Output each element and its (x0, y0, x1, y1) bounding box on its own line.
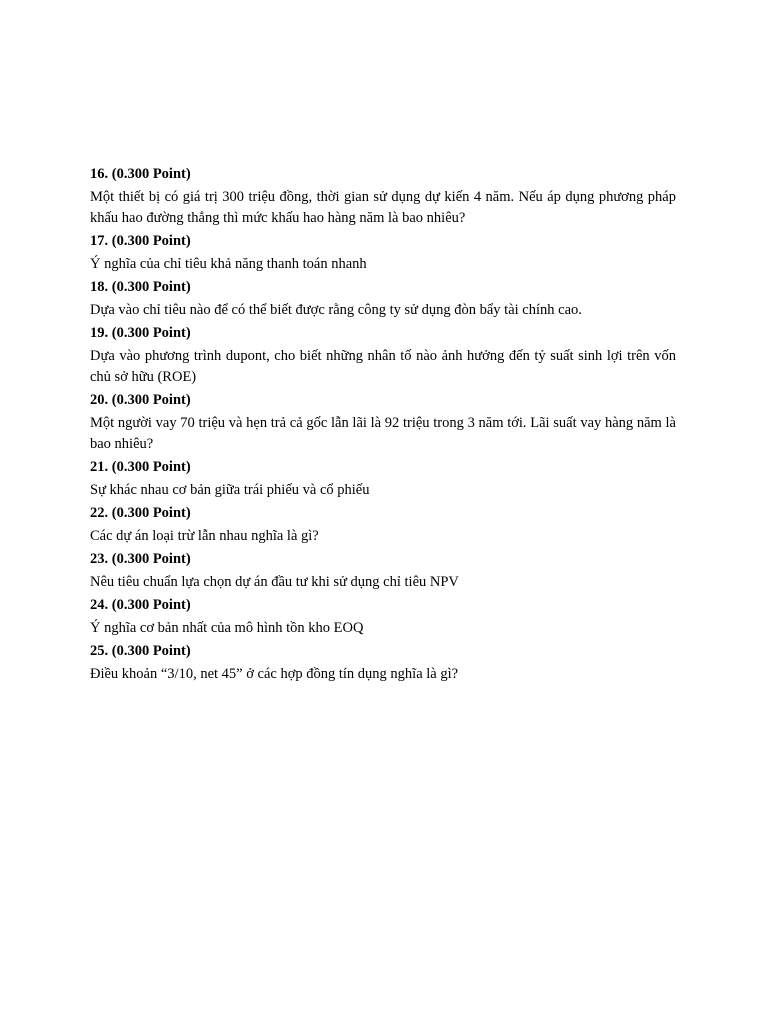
question-heading: 17. (0.300 Point) (90, 233, 191, 249)
question-21 (90, 457, 676, 501)
question-heading: 20. (0.300 Point) (90, 392, 191, 408)
question-19 (90, 323, 676, 388)
question-25 (90, 641, 676, 685)
question-text: Ý nghĩa của chỉ tiêu khả năng thanh toán nhanh (90, 256, 367, 272)
question-23 (90, 549, 676, 593)
question-heading: 22. (0.300 Point) (90, 505, 191, 521)
question-heading: 18. (0.300 Point) (90, 279, 191, 295)
question-heading: 24. (0.300 Point) (90, 597, 191, 613)
question-heading: 16. (0.300 Point) (90, 166, 191, 182)
question-17 (90, 231, 676, 275)
question-text: Một người vay 70 triệu và hẹn trả cả gốc lẫn lãi là 92 triệu trong 3 năm tới. Lãi suất vay hàng năm là bao nhiêu? (90, 415, 676, 452)
question-heading: 23. (0.300 Point) (90, 551, 191, 567)
question-text: Các dự án loại trừ lẫn nhau nghĩa là gì? (90, 528, 319, 544)
question-20 (90, 390, 676, 455)
question-text: Một thiết bị có giá trị 300 triệu đồng, thời gian sử dụng dự kiến 4 năm. Nếu áp dụng phương pháp khấu hao đường thẳng thì mức khấu hao hàng năm là bao nhiêu? (90, 189, 676, 226)
document-page (90, 164, 676, 687)
question-text: Dựa vào phương trình dupont, cho biết những nhân tố nào ảnh hưởng đến tỷ suất sinh lợi trên vốn chủ sở hữu (ROE) (90, 348, 676, 385)
question-heading: 21. (0.300 Point) (90, 459, 191, 475)
question-text: Ý nghĩa cơ bản nhất của mô hình tồn kho EOQ (90, 620, 364, 636)
question-22 (90, 503, 676, 547)
question-text: Điều khoản “3/10, net 45” ở các hợp đồng tín dụng nghĩa là gì? (90, 666, 459, 682)
question-heading: 19. (0.300 Point) (90, 325, 191, 341)
question-text: Sự khác nhau cơ bản giữa trái phiếu và cổ phiếu (90, 482, 370, 498)
question-16 (90, 164, 676, 229)
question-text: Dựa vào chỉ tiêu nào để có thể biết được rằng công ty sử dụng đòn bẩy tài chính cao. (90, 302, 582, 318)
question-18 (90, 277, 676, 321)
question-heading: 25. (0.300 Point) (90, 643, 191, 659)
question-24 (90, 595, 676, 639)
question-text: Nêu tiêu chuẩn lựa chọn dự án đầu tư khi sử dụng chỉ tiêu NPV (90, 574, 459, 590)
